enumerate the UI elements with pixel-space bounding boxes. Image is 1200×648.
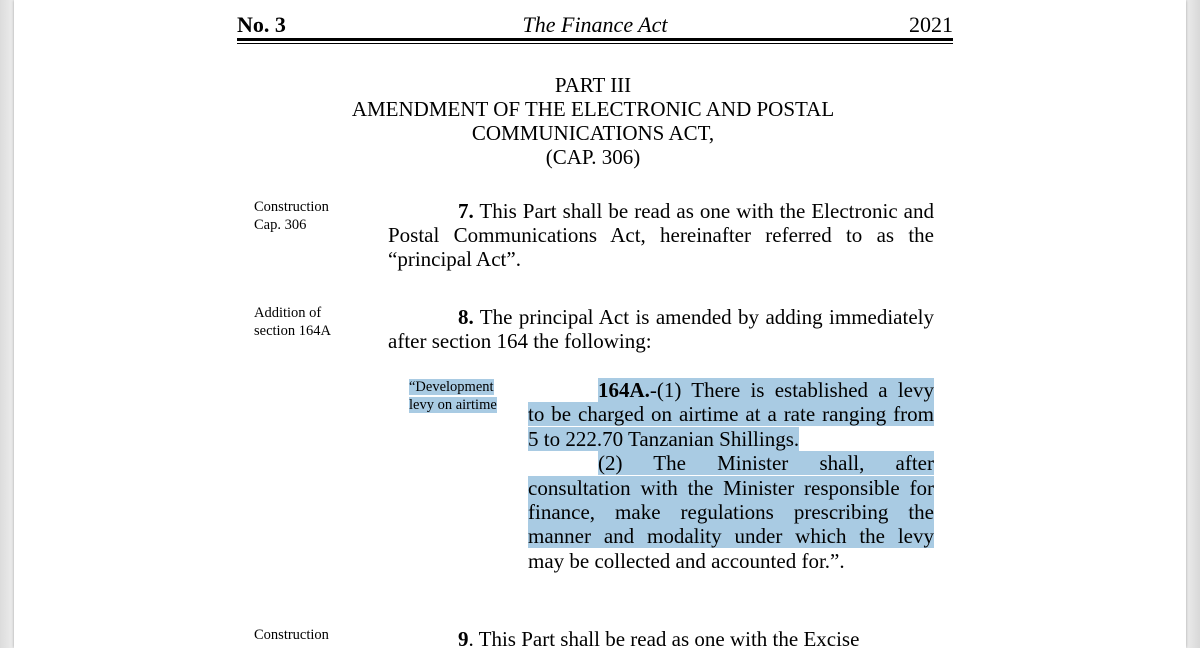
margin-note-line[interactable]: levy on airtime xyxy=(409,397,497,413)
text-line[interactable]: (2) The Minister shall, after xyxy=(598,451,934,476)
text-line[interactable]: consultation with the Minister responsible for xyxy=(528,475,934,500)
margin-note-addition xyxy=(254,304,331,340)
part-heading xyxy=(300,73,886,169)
margin-note-line: Construction xyxy=(254,199,329,215)
section-8-number: 8. xyxy=(458,305,474,329)
section-164a-quoted-text[interactable] xyxy=(528,378,934,573)
section-9-paragraph xyxy=(388,627,934,648)
part-cap: (CAP. 306) xyxy=(545,145,641,169)
act-title: The Finance Act xyxy=(522,12,668,37)
margin-note-line: Cap. 306 xyxy=(254,217,307,233)
page-header xyxy=(237,12,953,40)
margin-note-line: Construction xyxy=(254,627,329,643)
margin-note-line: Addition of xyxy=(254,305,322,321)
text-line: may be collected and accounted for.”. xyxy=(528,548,845,573)
text-line[interactable]: manner and modality under which the levy xyxy=(528,524,934,549)
section-9-number: 9 xyxy=(458,627,469,648)
act-number: No. 3 xyxy=(237,12,286,37)
text-line[interactable]: finance, make regulations prescribing the xyxy=(528,500,934,525)
act-year: 2021 xyxy=(909,12,953,37)
margin-note-development-levy[interactable] xyxy=(409,378,497,414)
section-7-text: This Part shall be read as one with the Electronic and Postal Communications Act, hereinafter referred to as the “principal Act”. xyxy=(388,199,934,271)
margin-note-construction-9 xyxy=(254,626,329,644)
section-8-paragraph xyxy=(388,305,934,353)
margin-note-line[interactable]: “Development xyxy=(409,379,494,395)
section-7-paragraph xyxy=(388,199,934,271)
section-164a-number[interactable]: 164A. xyxy=(598,378,650,402)
text-line[interactable]: 5 to 222.70 Tanzanian Shillings. xyxy=(528,426,800,451)
section-9-text: . This Part shall be read as one with the Excise xyxy=(468,627,860,648)
header-rule-thin xyxy=(237,43,953,44)
margin-note-line: section 164A xyxy=(254,323,331,339)
text-line[interactable]: to be charged on airtime at a rate ranging from xyxy=(528,402,934,427)
header-rule-thick xyxy=(237,38,953,41)
text-line[interactable]: -(1) There is established a levy xyxy=(649,378,934,402)
section-8-text: The principal Act is amended by adding immediately after section 164 the following: xyxy=(388,305,934,353)
part-number: PART III xyxy=(554,73,632,97)
section-7-number: 7. xyxy=(458,199,474,223)
margin-note-construction xyxy=(254,198,329,234)
part-title-line2: COMMUNICATIONS ACT, xyxy=(471,121,715,145)
part-title-line1: AMENDMENT OF THE ELECTRONIC AND POSTAL xyxy=(351,97,835,121)
